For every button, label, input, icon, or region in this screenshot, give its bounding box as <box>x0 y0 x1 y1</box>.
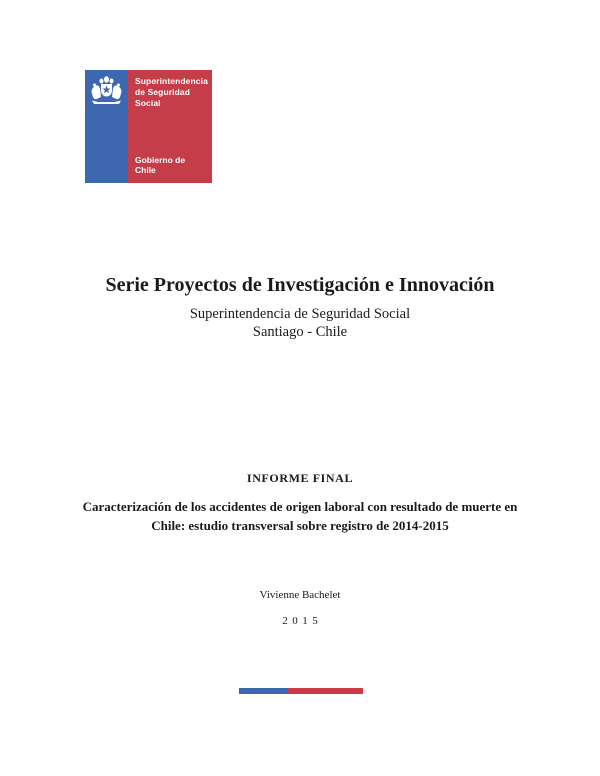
chile-coat-of-arms-icon <box>88 75 125 107</box>
logo-blue-panel <box>85 70 128 183</box>
author-name: Vivienne Bachelet <box>259 589 341 601</box>
institution-logo <box>85 70 208 183</box>
report-label: INFORME FINAL <box>246 471 354 485</box>
institution-name: Superintendencia de Seguridad Social <box>189 306 411 322</box>
flag-bar <box>239 688 363 694</box>
publication-year: 2015 <box>282 615 323 627</box>
logo-red-panel <box>128 70 212 183</box>
flag-bar-blue-segment <box>239 688 288 694</box>
report-title: Caracterización de los accidentes de origen laboral con resultado de muerte en Chile: estudio transversal sobre registro de 2014-2015 <box>82 499 518 533</box>
logo-org-line1: Superintendencia <box>135 76 208 86</box>
series-title: Serie Proyectos de Investigación e Innovación <box>105 274 495 296</box>
location-line: Santiago - Chile <box>252 324 348 340</box>
title-block <box>0 272 600 341</box>
logo-org-name <box>135 76 208 109</box>
logo-org-line2: de Seguridad <box>135 87 191 97</box>
logo-government-label: Gobierno de Chile <box>135 155 186 175</box>
logo-org-line3: Social <box>135 98 161 108</box>
flag-bar-red-segment <box>288 688 363 694</box>
